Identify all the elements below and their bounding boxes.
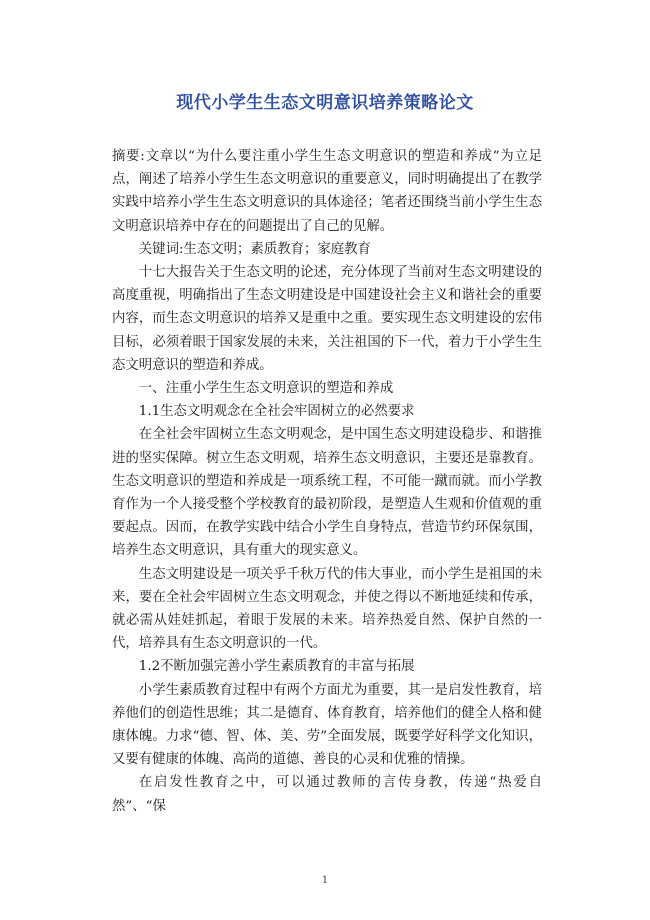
document-body xyxy=(112,145,542,818)
page-number: 1 xyxy=(321,875,329,886)
document-title: 现代小学生生态文明意识培养策略论文 xyxy=(176,93,474,113)
subsection-heading: 1.1生态文明观念在全社会牢固树立的必然要求 xyxy=(138,404,415,420)
body-paragraph: 生态文明建设是一项关乎千秋万代的伟大事业，而小学生是祖国的未来，要在全社会牢固树立生态文明观念，并使之得以不断地延续和传承，就必需从娃娃抓起，着眼于发展的未来。培养热爱自然、保护自然的一代，培养具有生态文明意识的一代。 xyxy=(112,566,542,652)
body-paragraph: 小学生素质教育过程中有两个方面尤为重要，其一是启发性教育，培养他们的创造性思维；其二是德育、体育教育，培养他们的健全人格和健康体魄。力求“德、智、体、美、劳”全面发展，既要学好科学文化知识，又要有健康的体魄、高尚的道德、善良的心灵和优雅的情操。 xyxy=(112,682,542,768)
body-paragraph: 十七大报告关于生态文明的论述，充分体现了当前对生态文明建设的高度重视，明确指出了生态文明建设是中国建设社会主义和谐社会的重要内容，而生态文明意识的培养又是重中之重。要实现生态文明建设的宏伟目标，必须着眼于国家发展的未来，关注祖国的下一代，着力于小学生生态文明意识的塑造和养成。 xyxy=(112,265,542,373)
subsection-heading: 1.2不断加强完善小学生素质教育的丰富与拓展 xyxy=(138,659,415,675)
abstract-paragraph: 摘要:文章以“为什么要注重小学生生态文明意识的塑造和养成”为立足点，阐述了培养小学生生态文明意识的重要意义，同时明确提出了在教学实践中培养小学生生态文明意识的具体途径；笔者还围绕当前小学生生态文明意识培养中存在的问题提出了自己的见解。 xyxy=(112,149,542,234)
body-paragraph: 在全社会牢固树立生态文明观念，是中国生态文明建设稳步、和谐推进的坚实保障。树立生态文明观，培养生态文明意识，主要还是靠教育。生态文明意识的塑造和养成是一项系统工程，不可能一蹴而就。而小学教育作为一个人接受整个学校教育的最初阶段，是塑造人生观和价值观的重要起点。因而，在教学实践中结合小学生自身特点，营造节约环保氛围，培养生态文明意识，具有重大的现实意义。 xyxy=(112,427,542,559)
body-paragraph: 在启发性教育之中，可以通过教师的言传身教，传递“热爱自然”、“保 xyxy=(112,775,542,814)
keywords-line: 关键词:生态文明；素质教育；家庭教育 xyxy=(138,241,371,257)
section-heading: 一、注重小学生生态文明意识的塑造和养成 xyxy=(138,381,394,397)
